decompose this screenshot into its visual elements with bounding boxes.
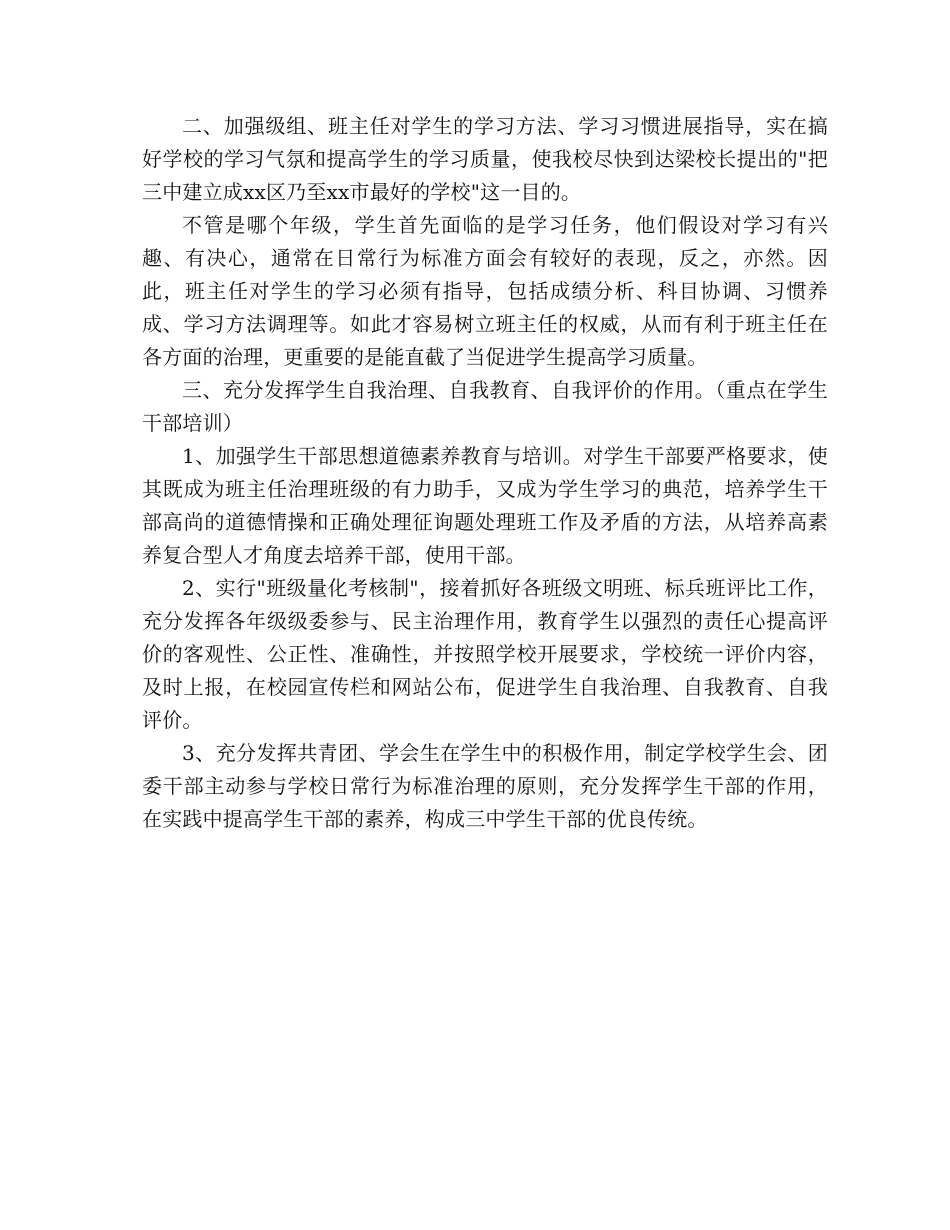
document-body (142, 110, 828, 836)
paragraph-item-three: 3、充分发挥共青团、学会生在学生中的积极作用，制定学校学生会、团委干部主动参与学校日常行为标准治理的原则，充分发挥学生干部的作用，在实践中提高学生干部的素养，构成三中学生干部的优良传统。 (142, 741, 828, 831)
paragraph-item-one: 1、加强学生干部思想道德素养教育与培训。对学生干部要严格要求，使其既成为班主任治理班级的有力助手，又成为学生学习的典范，培养学生干部高尚的道德情操和正确处理征询题处理班工作及矛盾的方法，从培养高素养复合型人才角度去培养干部，使用干部。 (142, 444, 828, 567)
paragraph-learning-guidance: 不管是哪个年级，学生首先面临的是学习任务，他们假设对学习有兴趣、有决心，通常在日常行为标准方面会有较好的表现，反之，亦然。因此，班主任对学生的学习必须有指导，包括成绩分析、科目协调、习惯养成、学习方法调理等。如此才容易树立班主任的权威，从而有利于班主任在各方面的治理，更重要的是能直截了当促进学生提高学习质量。 (142, 213, 828, 369)
paragraph-section-two: 二、加强级组、班主任对学生的学习方法、学习习惯进展指导，实在搞好学校的学习气氛和提高学生的学习质量，使我校尽快到达梁校长提出的"把三中建立成xx区乃至xx市最好的学校"这一目的。 (142, 114, 828, 204)
paragraph-item-two: 2、实行"班级量化考核制"，接着抓好各班级文明班、标兵班评比工作，充分发挥各年级级委参与、民主治理作用，教育学生以强烈的责任心提高评价的客观性、公正性、准确性，并按照学校开展要求，学校统一评价内容，及时上报，在校园宣传栏和网站公布，促进学生自我治理、自我教育、自我评价。 (142, 576, 828, 732)
paragraph-section-three: 三、充分发挥学生自我治理、自我教育、自我评价的作用。（重点在学生干部培训） (142, 378, 828, 435)
